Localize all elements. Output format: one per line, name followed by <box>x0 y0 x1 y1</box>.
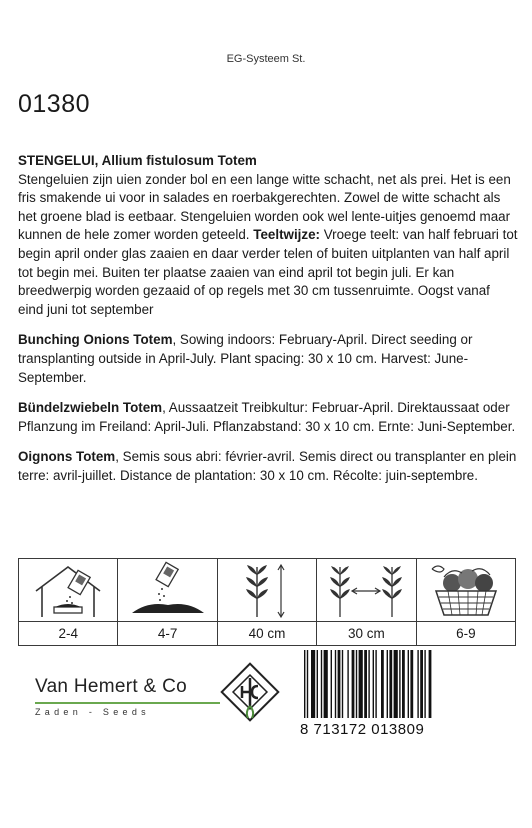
barcode-bar <box>324 650 328 718</box>
barcode-bar <box>420 650 423 718</box>
icon-cell-outdoor <box>118 559 217 645</box>
plant-height-value: 40 cm <box>248 626 286 641</box>
dutch-body-2: Vroege teelt: van half februari tot begin april onder glas zaaien en daar verder telen of buiten uitplanten van half april tot begin mei. Buiten ter plaatse zaaien van eind april tot begin juli. Er kan breedwerpig worden gezaaid of op regels met 30 cm tussenruimte. Oogst vanaf eind juni tot september <box>18 227 518 317</box>
barcode-bar <box>417 650 418 718</box>
brand-name: Van Hemert & Co <box>35 676 187 697</box>
dutch-description <box>18 152 518 319</box>
german-body: , Aussaatzeit Treibkultur: Februar-April. Direktaussaat oder Pflanzung im Freiland: April-Juli. Pflanzabstand: 30 x 10 cm. Ernte: Juni-September. <box>18 400 516 434</box>
barcode-bar <box>331 650 332 718</box>
barcode-bar <box>408 650 409 718</box>
harvest-months: 6-9 <box>456 626 476 641</box>
barcode-bar <box>373 650 374 718</box>
barcode-bar <box>394 650 398 718</box>
barcode-bar <box>381 650 384 718</box>
barcode-graphic <box>302 650 516 728</box>
barcode-bar <box>342 650 343 718</box>
barcode-bar <box>356 650 357 718</box>
barcode-bar <box>364 650 367 718</box>
barcode-bar <box>307 650 308 718</box>
barcode-bar <box>347 650 348 718</box>
barcode-bar <box>399 650 400 718</box>
barcode-bar <box>359 650 363 718</box>
plant-height-icon <box>227 561 307 619</box>
barcode-bar <box>304 650 305 718</box>
plant-spacing-icon <box>326 561 406 619</box>
english-description <box>18 331 518 387</box>
german-description <box>18 399 518 436</box>
icon-cell-greenhouse <box>19 559 118 645</box>
barcode-bar <box>375 650 376 718</box>
barcode-number: 8 713172 013809 <box>300 721 425 738</box>
barcode-bar <box>321 650 322 718</box>
brand-tagline: Zaden - Seeds <box>35 706 150 717</box>
cultivation-icon-strip <box>18 558 516 646</box>
barcode-bar <box>387 650 388 718</box>
barcode-bar <box>335 650 336 718</box>
brand-logo <box>35 676 225 717</box>
description-block <box>18 152 518 498</box>
english-title: Bunching Onions Totem <box>18 332 173 348</box>
french-title: Oignons Totem <box>18 449 116 465</box>
english-body: , Sowing indoors: February-April. Direct seeding or transplanting outside in April-July. Plant spacing: 30 x 10 cm. Harvest: June-September. <box>18 332 473 385</box>
teeltwijze-label: Teeltwijze: <box>253 227 320 243</box>
barcode-bar <box>368 650 369 718</box>
barcode-bar <box>352 650 355 718</box>
dutch-body-1: Stengeluien zijn uien zonder bol en een lange witte schacht, net als prei. Het is een fris smakende ui voor in salades en roerbakgerechten. Zowel de witte schacht als het groene blad is eetbaar. Stengeluien worden ook wel lente-uitjes genoemd maar kunnen de hele zomer worden geteeld. <box>18 171 511 243</box>
greenhouse-sowing-icon <box>28 561 108 619</box>
barcode-bar <box>410 650 413 718</box>
barcode-bar <box>389 650 392 718</box>
barcode-bar <box>311 650 315 718</box>
french-description <box>18 448 518 485</box>
brand-rule <box>35 702 220 704</box>
harvest-basket-icon <box>424 561 508 619</box>
icon-cell-spacing <box>317 559 416 645</box>
product-code: 01380 <box>18 90 91 118</box>
french-body: , Semis sous abri: février-avril. Semis direct ou transplanter en plein terre: avril-juillet. Distance de plantation: 30 x 10 cm. Récolte: juin-septembre. <box>18 449 517 483</box>
barcode-bar <box>338 650 341 718</box>
barcode-bar <box>317 650 318 718</box>
icon-cell-height <box>218 559 317 645</box>
outdoor-sowing-icon <box>128 561 208 619</box>
outdoor-sowing-months: 4-7 <box>157 626 178 641</box>
dutch-title: STENGELUI, Allium fistulosum Totem <box>18 153 257 168</box>
barcode-bar <box>429 650 432 718</box>
greenhouse-sowing-months: 2-4 <box>58 626 78 641</box>
barcode-bar <box>424 650 425 718</box>
brand-emblem-icon <box>218 660 282 724</box>
plant-spacing-value: 30 cm <box>348 626 385 641</box>
certification-label: EG-Systeem St. <box>226 53 306 65</box>
icon-cell-harvest <box>417 559 515 645</box>
german-title: Bündelzwiebeln Totem <box>18 400 163 416</box>
barcode-bar <box>402 650 405 718</box>
